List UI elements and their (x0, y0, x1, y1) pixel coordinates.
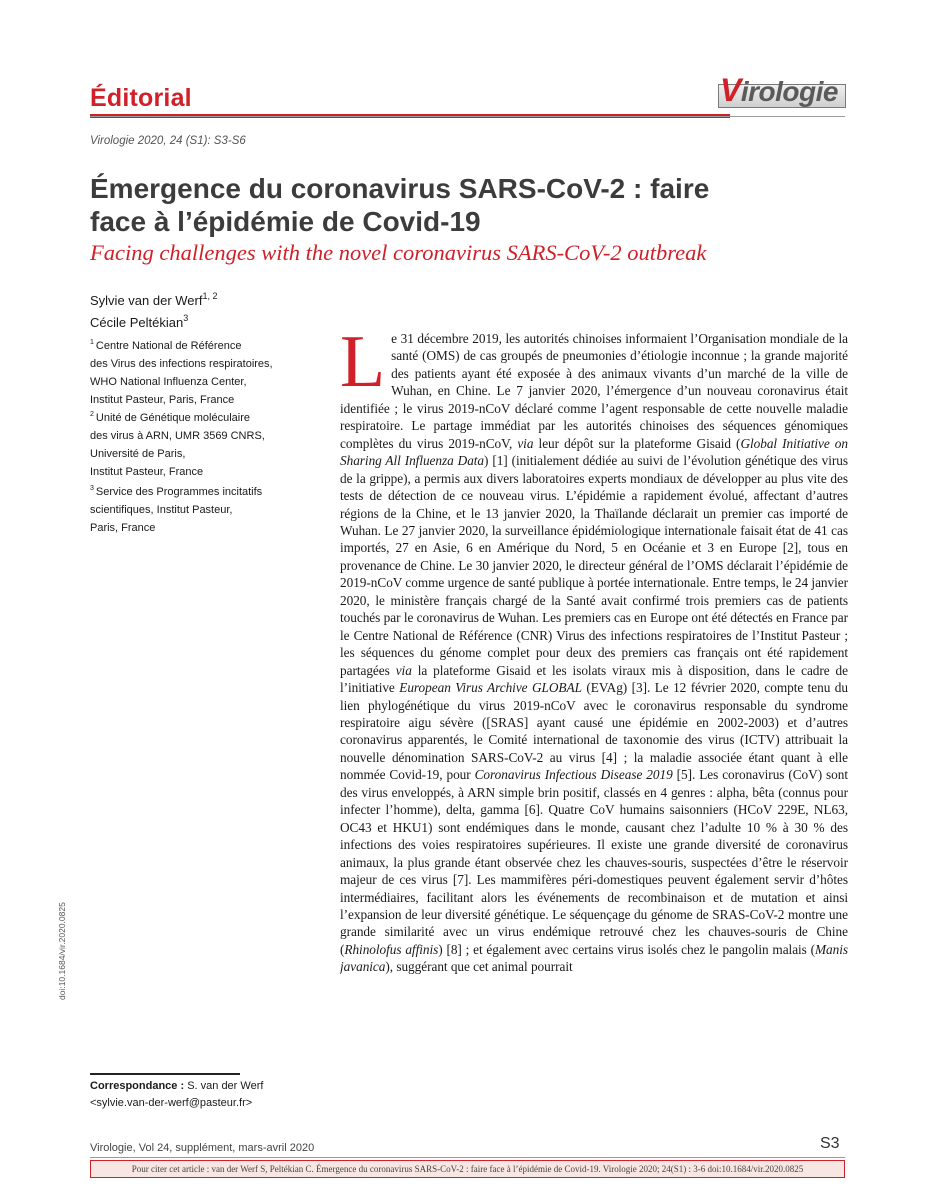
affiliation-line: scientifiques, Institut Pasteur, (90, 504, 233, 516)
logo-word: irologie (740, 76, 838, 107)
affiliation-3 (90, 480, 320, 537)
author-2 (90, 313, 188, 330)
affiliation-text: Centre National de Référence (95, 340, 242, 352)
affiliation-text: Service des Programmes incitatifs (95, 486, 263, 498)
article-title-line-2: face à l’épidémie de Covid-19 (90, 206, 481, 237)
body-text-run: ), suggérant que cet animal pourrait (385, 959, 573, 975)
page-number: S3 (820, 1135, 840, 1152)
body-italic-term: Manis javanica (340, 941, 848, 975)
logo-initial: V (720, 72, 741, 108)
body-text-run: (EVAg) [3]. Le 12 février 2020, compte tenu du lien phylogénétique du virus 2019-nCoV avec le coronavirus responsable du syndrome respiratoire aigu sévère ([SRAS] ayant causé une épidémie en 2002-2003) et d’autres coronavirus apparentés, le Comité international de taxonomie des virus (ICTV) attribuait la nouvelle dénomination SARS-CoV-2 au virus [4] ; la maladie associée étant quant à elle nommée Covid-19, pour (340, 680, 848, 783)
logo-text (720, 72, 838, 109)
affiliation-2 (90, 406, 320, 481)
footer-rule (90, 1157, 845, 1158)
article-body (340, 330, 848, 1090)
body-text-run: la plateforme Gisaid et les isolats viraux mis à disposition, dans le cadre de l’initiative (340, 662, 848, 696)
article-title (90, 172, 810, 238)
affiliation-line: Institut Pasteur, France (90, 466, 204, 478)
article-title-line-1: Émergence du coronavirus SARS-CoV-2 : faire (90, 173, 710, 204)
footer-journal-info: Virologie, Vol 24, supplément, mars-avril 2020 (90, 1142, 315, 1154)
affiliation-line: Institut Pasteur, Paris, France (90, 394, 235, 406)
affiliation-1 (90, 334, 320, 409)
body-paragraph (340, 331, 848, 974)
author-affiliation-ref: 1, 2 (202, 291, 218, 301)
correspondence-rule (90, 1073, 240, 1075)
side-doi: doi:10.1684/vir.2020.0825 (57, 902, 67, 1000)
affiliation-line: WHO National Influenza Center, (90, 376, 247, 388)
header-rule (90, 116, 845, 117)
body-text-run: ) [1] (initialement dédiée au suivi de l’évolution génétique des virus de la grippe), a permis aux divers laboratoires experts mondiaux de développer au plus vite des tests de détection de ce nouveau virus. L’épidémie a rapidement évolué, affectant d’autres régions de la Chine, et le 13 janvier 2020, la Thaïlande déclarait un premier cas importé de Wuhan. Le 27 janvier 2020, la surveillance épidémiologique internationale faisait état de 41 cas importés, 27 en Asie, 6 en Amérique du Nord, 5 en Océanie et 3 en Europe [2], tous en provenance de Chine. Le 30 janvier 2020, le directeur général de l’OMS déclarait l’épidémie de 2019-nCoV comme urgence de santé publique à portée internationale. Entre temps, le 24 janvier 2020, le ministère français chargé de la Santé avait confirmé trois premiers cas de patients touchés par le coronavirus de Wuhan. Les premiers cas en Europe ont été détectés en France par le Centre National de Référence (CNR) Virus des infections respiratoires de l’Institut Pasteur ; les séquences du génome complet pour deux des premiers cas français ont été rapidement partagées (340, 453, 848, 678)
body-text-run: ) [8] ; et également avec certains virus isolés chez le pangolin malais ( (438, 941, 816, 957)
affiliation-line: des virus à ARN, UMR 3569 CNRS, (90, 430, 265, 442)
body-italic-term: via (517, 435, 534, 451)
article-title-english: Facing challenges with the novel coronavirus SARS-CoV-2 outbreak (90, 240, 707, 265)
journal-logo (718, 72, 846, 108)
affiliation-line: Université de Paris, (90, 448, 186, 460)
body-italic-term: European Virus Archive GLOBAL (399, 680, 582, 696)
affiliation-line (90, 406, 320, 427)
correspondence-label: Correspondance : (90, 1080, 185, 1092)
journal-citation: Virologie 2020, 24 (S1): S3-S6 (90, 135, 246, 147)
author-name: Cécile Peltékian (90, 315, 184, 330)
correspondence-name: S. van der Werf (187, 1080, 264, 1092)
cite-box: Pour citer cet article : van der Werf S, Peltékian C. Émergence du coronavirus SARS-CoV-2 : faire face à l’épidémie de Covid-19. Virologie 2020; 24(S1) : 3-6 doi:10.1684/vir.2020.0825 (90, 1160, 845, 1178)
affiliation-number: 2 (90, 411, 94, 418)
body-italic-term: Rhinolofus affinis (344, 941, 439, 957)
affiliation-line (90, 480, 320, 501)
affiliation-line (90, 334, 320, 355)
drop-cap: L (340, 330, 386, 403)
author-name: Sylvie van der Werf (90, 293, 203, 308)
body-text-run: [5]. Les coronavirus (CoV) sont des virus enveloppés, à ARN simple brin positif, classés en 4 genres : alpha, bêta (connus pour infecter l’homme), delta, gamma [6]. Quatre CoV humains saisonniers (HCoV 229E, NL63, OC43 et HKU1) sont endémiques dans le monde, causant chez l’adulte 10 % à 30 % des infections des voies respiratoires supérieures. Il existe une grande diversité de coronavirus animaux, la plus grande étant observée chez les chauves-souris, suspectées d’être le réservoir majeur de ces virus [7]. Les mammifères péri-domestiques peuvent également servir d’hôtes intermédiaires, facilitant alors les événements de recombinaison et de mutation et ainsi l’expansion de leur diversité génétique. Le séquençage du génome de SRAS-CoV-2 montre une grande similarité avec un virus endémique retrouvé chez les chauves-souris de Chine ( (340, 767, 848, 957)
body-italic-term: Global Initiative on Sharing All Influenza Data (340, 435, 848, 469)
body-text-run: leur dépôt sur la plateforme Gisaid ( (533, 435, 741, 451)
affiliation-line: des Virus des infections respiratoires, (90, 358, 273, 370)
correspondence (90, 1078, 330, 1112)
author-affiliation-ref: 3 (183, 313, 189, 323)
body-italic-term: Coronavirus Infectious Disease 2019 (474, 767, 673, 783)
affiliation-number: 1 (90, 339, 94, 346)
body-text-run: e 31 décembre 2019, les autorités chinoises informaient l’Organisation mondiale de la santé (OMS) de cas groupés de pneumonies d’étiologie inconnue ; la grande majorité des patients ayant été exposée à des animaux vivants d’un marché de la ville de Wuhan, en Chine. Le 7 janvier 2020, l’émergence d’un nouveau coronavirus était identifiée ; le virus 2019-nCoV déclaré comme l’agent responsable de cette nouvelle maladie respiratoire. Le partage immédiat par les autorités chinoises des séquences génomiques complètes du virus 2019-nCoV, (340, 331, 848, 451)
section-label: Éditorial (90, 84, 192, 112)
body-italic-term: via (395, 662, 412, 678)
author-1 (90, 291, 217, 308)
correspondence-email[interactable]: <sylvie.van-der-werf@pasteur.fr> (90, 1097, 253, 1109)
affiliation-number: 3 (90, 485, 94, 492)
affiliation-line: Paris, France (90, 522, 156, 534)
affiliation-text: Unité de Génétique moléculaire (95, 412, 250, 424)
